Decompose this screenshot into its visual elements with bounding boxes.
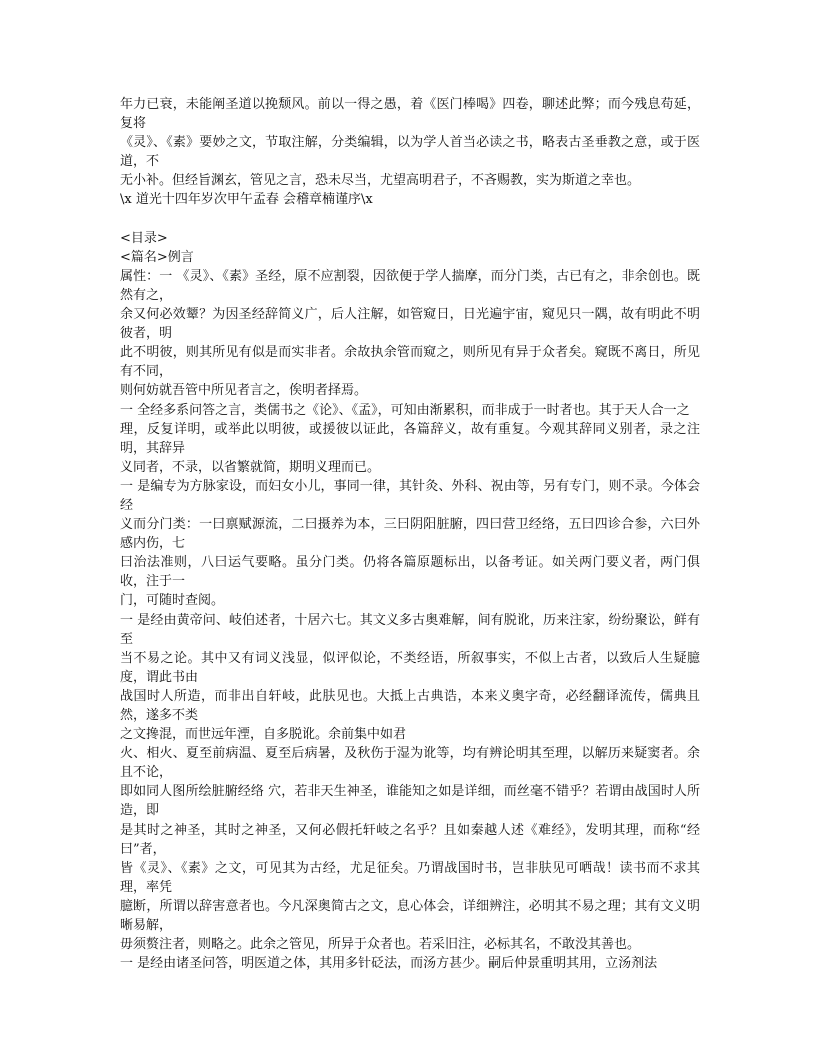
- body-line: 义同者，不录，以省繁就简，期明义理而已。: [120, 459, 381, 475]
- body-line: 余又何必效颦？为因圣经辞简义广，后人注解，如管窥日，日光遍宇宙，窥见只一隅，故有明此不明彼者，明: [120, 307, 700, 342]
- body-line: 火、相火、夏至前病温、夏至后病暑，及秋伤于湿为讹等，均有辨论明其至理，以解历来疑窦者。余且不论，: [120, 746, 700, 781]
- body-line: 臆断，所谓以辞害意者也。今凡深奥简古之文，息心体会，详细辨注，必明其不易之理；其有文义明晰易解，: [120, 898, 700, 934]
- body-line: 一 全经多系问答之言，类儒书之《论》、《孟》，可知由渐累积，而非成于一时者也。其于天人合一之: [120, 402, 690, 418]
- body-line: 战国时人所造，而非出自轩岐，此肤见也。大抵上古典诰，本来义奥字奇，必经翻译流传，儒典且然，遂多不类: [120, 688, 700, 723]
- preface-line: 年力已衰，未能阐圣道以挽颓风。前以一得之愚，着《医门棒喝》四卷，聊述此弊；而今残息苟延，复将: [120, 97, 700, 132]
- preface-line: 无小补。但经旨渊玄，管见之言，恐未尽当，尤望高明君子，不吝赐教，实为斯道之幸也。: [120, 173, 641, 189]
- body-line: 即如同人图所绘脏腑经络 穴，若非天生神圣，谁能知之如是详细，而丝毫不错乎？若谓由战国时人所造，即: [120, 784, 700, 819]
- body-line: 则何妨就吾管中所见者言之，俟明者择焉。: [120, 383, 368, 399]
- body-line: 一 是经由黄帝问、岐伯述者，十居六七。其文义多古奥难解，间有脱讹，历来注家，纷纷聚讼，鲜有至: [120, 612, 700, 647]
- body-line: 是其时之神圣，其时之神圣，又何必假托轩岐之名乎？且如秦越人述《难经》，发明其理，而称“经曰”者，: [120, 822, 700, 857]
- body-line: 门，可随时查阅。: [120, 593, 225, 609]
- body-line: 义而分门类：一曰禀赋源流，二曰摄养为本，三曰阴阳脏腑，四曰营卫经络，五曰四诊合参，六曰外感内伤，七: [120, 517, 700, 552]
- body-line: 理，反复详明，或举此以明彼，或援彼以证此，各篇辞义，故有重复。今观其辞同义别者，录之注明，其辞异: [120, 421, 700, 456]
- preface-signature: \x 道光十四年岁次甲午孟春 会稽章楠谨序\x: [120, 192, 373, 208]
- body-line: 当不易之论。其中又有词义浅显，似评似论，不类经语，所叙事实，不似上古者，以致后人生疑臆度，谓此书由: [120, 650, 700, 685]
- body-line: 皆《灵》、《素》之文，可见其为古经，尤足征矣。乃谓战国时书，岂非肤见可哂哉！读书而不求其理，率凭: [120, 860, 700, 895]
- chapter-title: <篇名>例言: [120, 249, 194, 265]
- body-line: 一 是编专为方脉家设，而妇女小儿，事同一律，其针灸、外科、祝由等，另有专门，则不录。今体会经: [120, 478, 700, 513]
- preface-line: 《灵》、《素》要妙之文，节取注解，分类编辑，以为学人首当必读之书，略表古圣垂教之意，或于医道，不: [120, 135, 700, 170]
- spacer: [120, 210, 700, 229]
- body-line: 一 是经由诸圣问答，明医道之体，其用多针砭法，而汤方甚少。嗣后仲景重明其用，立汤剂法: [120, 956, 658, 972]
- body-line: 毋须赘注者，则略之。此余之管见，所异于众者也。若采旧注，必标其名，不敢没其善也。: [120, 937, 641, 953]
- toc-label: <目录>: [120, 230, 168, 246]
- body-line: 曰治法准则，八曰运气要略。虽分门类。仍将各篇原题标出，以备考证。如关两门要义者，两门俱收，注于一: [120, 555, 700, 590]
- body-line: 属性：一 《灵》、《素》圣经，原不应割裂，因欲便于学人揣摩，而分门类，古已有之，非余创也。既然有之，: [120, 268, 700, 303]
- document-page: [120, 95, 700, 973]
- body-text: [120, 267, 700, 973]
- body-line: 此不明彼，则其所见有似是而实非者。余故执余管而窥之，则所见有异于众者矣。窥既不离日，所见有不同，: [120, 345, 700, 380]
- body-line: 之文搀混，而世远年湮，自多脱讹。余前集中如君: [120, 727, 407, 743]
